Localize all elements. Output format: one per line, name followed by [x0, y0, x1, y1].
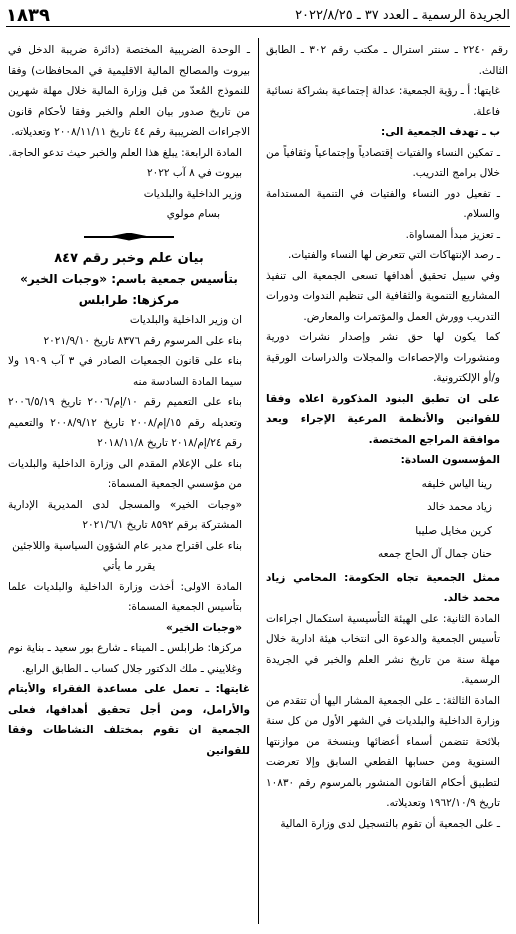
section-separator — [84, 233, 174, 241]
column-divider — [258, 38, 259, 924]
hq-full: مركزها: طرابلس ـ الميناء ـ شارع بور سعيد ـ بناية نوم وغلاييني ـ ملك الدكتور جلال كساب ـ الطابق الرابع. — [8, 642, 242, 675]
minister-title: وزير الداخلية والبلديات — [143, 187, 242, 200]
left-column — [8, 40, 250, 761]
founders-list — [266, 474, 508, 565]
founders-title: المؤسسون السادة: — [400, 454, 500, 466]
clause-5: «وجبات الخير» والمسجل لدى المديرية الإدارية المشتركة برقم ٨٥٩٢ تاريخ ٢٠٢١/٦/١ — [8, 498, 242, 531]
clause-4: بناء على الإعلام المقدم الى وزارة الداخلية والبلديات من مؤسسي الجمعية المسماة: — [8, 457, 242, 490]
goals-a: غايتها: أ ـ رؤية الجمعية: عدالة إجتماعية بشراكة نسائية فاعلة. — [266, 85, 500, 118]
article-3-tail: ـ على الجمعية أن تقوم بالتسجيل لدى وزارة المالية — [280, 817, 500, 830]
article-4: المادة الرابعة: يبلغ هذا العلم والخبر حيث تدعو الحاجة. — [8, 146, 242, 159]
article-3: المادة الثالثة: ـ على الجمعية المشار اليها أن تتقدم من وزارة الداخلية والبلديات في الشهر الأول من كل سنة بلائحة تتضمن أسماء أعضائها وبنسخة من موازنتها السنوية ومن حسابها القطعي السابق وإلا تعرضت لتطبيق أحكام القانون المنشور بالمرسوم رقم ١٠٨٣٠ تاريخ ١٩٦٢/١٠/٩ وتعديلاته. — [266, 694, 500, 809]
article-1: المادة الاولى: أخذت وزارة الداخلية والبلديات علما بتأسيس الجمعية المسماة: — [8, 580, 242, 613]
page-number: ١٨٣٩ — [6, 4, 50, 26]
goal-item-4: ـ رصد الإنتهاكات التي تتعرض لها النساء والفتيات. — [287, 249, 500, 261]
clause-2: بناء على قانون الجمعيات الصادر في ٣ آب ١٩٠٩ ولا سيما المادة السادسة منه — [8, 355, 242, 388]
clause-1: بناء على المرسوم رقم ٨٣٧٦ تاريخ ٢٠٢١/٩/١٠ — [43, 334, 242, 347]
representative: ممثل الجمعية تجاه الحكومة: المحامي زياد محمد خالد. — [266, 571, 500, 604]
signing-date: بيروت في ٨ آب ٢٠٢٢ — [147, 167, 242, 179]
goal-item-1: ـ تمكين النساء والفتيات إقتصادياً وإجتماعياً وثقافياً من خلال برامج التدريب. — [266, 146, 500, 179]
goal-para: غايتها: ـ تعمل على مساعدة الفقراء والأيتام والأرامل، ومن أجل تحقيق أهدافها، فعلى الجمعية ان تقوم بمختلف النشاطات وفقا للقوانين — [8, 683, 250, 757]
founder-name: حنان جمال آل الحاج جمعه — [378, 548, 492, 560]
founder-name: كرين مخايل صليبا — [415, 524, 492, 537]
notice-title: بيان علم وخبر رقم ٨٤٧ — [54, 250, 204, 266]
notice-subtitle: بتأسيس جمعية باسم: «وجبات الخير» — [20, 272, 238, 286]
page-header — [6, 4, 510, 27]
goal-item-3: ـ تعزيز مبدأ المساواة. — [405, 228, 500, 241]
right-column — [266, 40, 508, 834]
clause-3: بناء على التعميم رقم ١٠/إم/٢٠٠٦ تاريخ ٢٠٠٦/٥/١٩ وتعديله رقم ١٥/إم/٢٠٠٨ تاريخ ٢٠٠٨/٩/١٢ والتعميم رقم ٢٤/إم/٢٠١٨ تاريخ ٢٠١٨/١١/٨ — [8, 396, 242, 449]
decides-line: يقرر ما يأتي — [102, 560, 156, 572]
founder-name: رينا الياس خليفه — [421, 477, 492, 490]
intro-line: ان وزير الداخلية والبلديات — [129, 314, 242, 326]
notice-hq: مركزها: طرابلس — [78, 292, 180, 307]
apply-para: على ان تطبق البنود المذكورة اعلاه وفقا للقوانين والأنظمة المرعية الإجراء وبعد موافقة المراجع المختصة. — [266, 392, 500, 446]
publish-para: كما يكون لها حق نشر وإصدار نشرات دورية ومنشورات والإحصاءات والمجلات والدراسات الورقية و/أو الإلكترونية. — [266, 331, 500, 384]
tax-para: ـ الوحدة الضريبية المختصة (دائرة ضريبة الدخل في بيروت والمصالح المالية الاقليمية في المحافظات) وفقا للنموذج المُعدّ من قبل وزارة المالية خلال مهلة شهرين من تاريخ صدور بيان العلم والخبر وفقا لأحكام قانون الاجراءات الضريبية رقم ٤٤ تاريخ ٢٠٠٨/١١/١١ وتعديلاته. — [8, 44, 250, 138]
goal-item-2: ـ تفعيل دور النساء والفتيات في التنمية المستدامة والسلام. — [266, 187, 500, 220]
minister-name: بسام مولوي — [166, 208, 220, 220]
association-name: «وجبات الخير» — [165, 621, 242, 634]
founder-name: زياد محمد خالد — [427, 501, 492, 513]
header-title: الجريدة الرسمية ـ العدد ٣٧ ـ ٢٠٢٢/٨/٢٥ — [295, 7, 510, 23]
means-para: وفي سبيل تحقيق أهدافها تسعى الجمعية الى تنفيذ المشاريع التنموية والثقافية الى تنظيم الندوات ودورات التدريب وورش العمل والمؤتمرات والمعارض. — [266, 269, 500, 323]
address-para: رقم ٢٢٤٠ ـ سنتر استرال ـ مكتب رقم ٣٠٢ ـ الطابق الثالث. — [266, 44, 508, 77]
article-2: المادة الثانية: على الهيئة التأسيسية استكمال اجراءات تأسيس الجمعية والدعوة الى انتخاب هيئة ادارية خلال مهلة سنة من تاريخ نشر العلم والخبر في الجريدة الرسمية. — [266, 612, 500, 686]
clause-6: بناء على اقتراح مدير عام الشؤون السياسية واللاجئين — [12, 539, 242, 552]
goals-b: ب ـ تهدف الجمعية الى: — [381, 126, 500, 138]
